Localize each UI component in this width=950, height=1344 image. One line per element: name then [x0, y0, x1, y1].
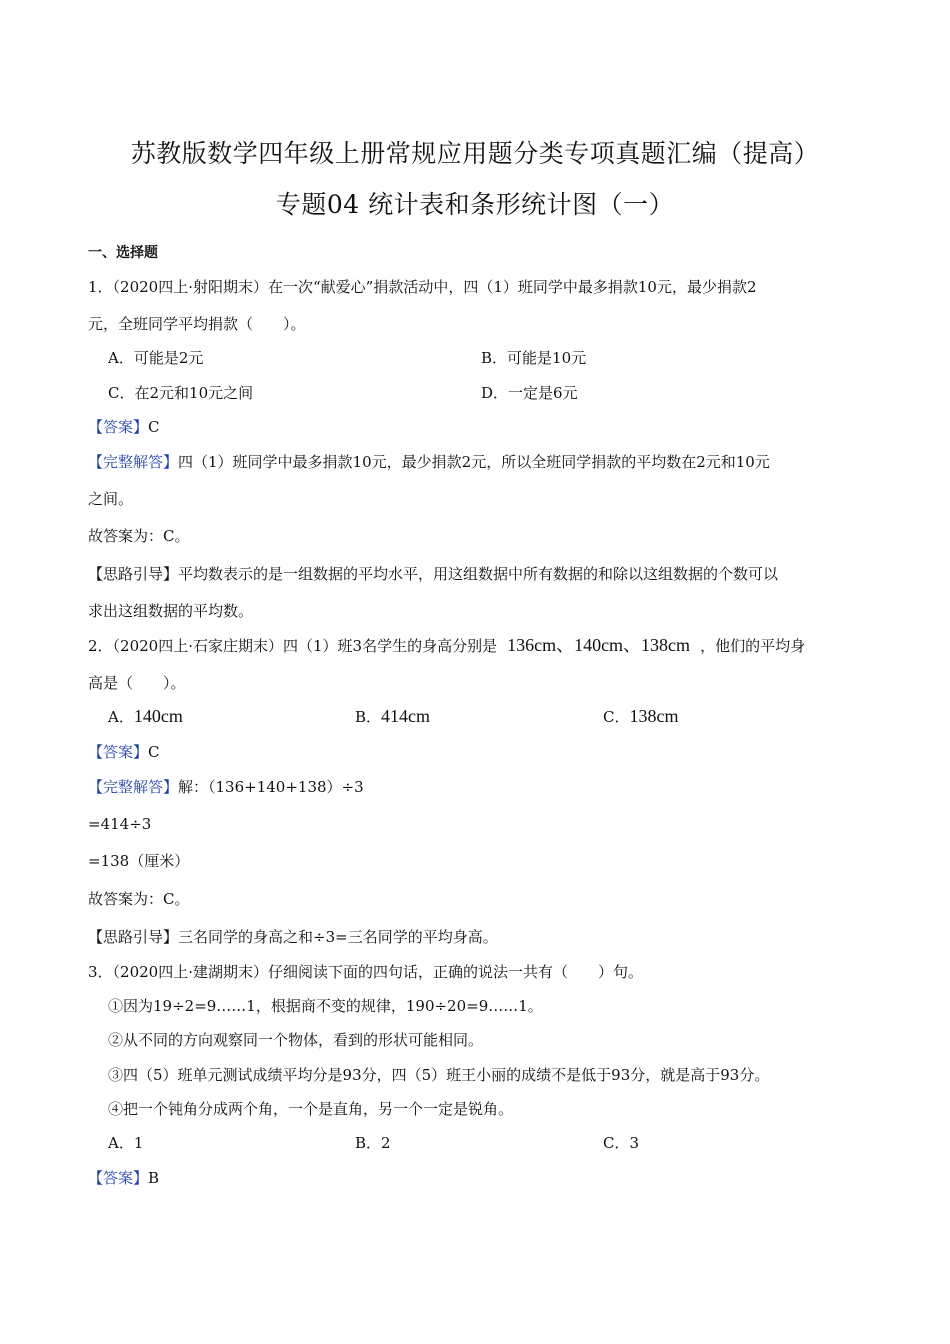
q2-solution-line2: =414÷3	[88, 815, 152, 833]
q1-stem-line1: 1．（2020四上·射阳期末）在一次“献爱心”捐款活动中，四（1）班同学中最多捐款10元，最少捐款2	[88, 278, 757, 296]
q3-answer-value: B	[148, 1169, 160, 1187]
q2-option-c-value: 138cm	[629, 706, 679, 726]
q3-statement-4: ④把一个钝角分成两个角，一个是直角，另一个一定是锐角。	[108, 1100, 514, 1118]
document-title: 苏教版数学四年级上册常规应用题分类专项真题汇编（提高）	[130, 139, 820, 168]
q2-hint	[88, 927, 498, 947]
q2-solution-line3: =138（厘米）	[88, 852, 190, 870]
q3-statement-2: ②从不同的方向观察同一个物体，看到的形状可能相同。	[108, 1031, 484, 1049]
q1-option-c: C．在2元和10元之间	[108, 384, 254, 402]
q1-solution-line1	[88, 452, 770, 472]
q2-heights: 136cm、140cm、138cm	[507, 635, 691, 655]
q2-stem-text: 2．（2020四上·石家庄期末）四（1）班3名学生的身高分别是	[88, 637, 498, 655]
q2-option-a-value: 140cm	[133, 706, 183, 726]
q2-solution-line1	[88, 777, 364, 797]
answer-tag: 【答案】	[88, 1169, 149, 1187]
q2-option-c	[603, 706, 678, 727]
q2-answer-value: C	[148, 743, 160, 761]
answer-tag: 【答案】	[88, 418, 149, 436]
q2-conclusion: 故答案为：C。	[88, 890, 190, 908]
document-subtitle: 专题04 统计表和条形统计图（一）	[275, 190, 675, 219]
q3-answer	[88, 1168, 159, 1188]
q3-statement-3: ③四（5）班单元测试成绩平均分是93分，四（5）班王小丽的成绩不是低于93分，就是高于93分。	[108, 1066, 770, 1084]
q2-option-b-label: B．	[355, 708, 382, 726]
q2-option-b-value: 414cm	[381, 706, 431, 726]
q2-hint-text: 三名同学的身高之和÷3=三名同学的平均身高。	[178, 928, 498, 946]
q3-option-b: B．2	[355, 1134, 391, 1152]
q1-solution-text: 四（1）班同学中最多捐款10元，最少捐款2元，所以全班同学捐款的平均数在2元和10元	[178, 453, 770, 471]
q1-conclusion: 故答案为：C。	[88, 527, 190, 545]
q1-option-b: B．可能是10元	[481, 349, 587, 367]
q2-solution-text: 解：（136+140+138）÷3	[178, 778, 364, 796]
q2-option-b	[355, 706, 430, 727]
q2-option-a	[108, 706, 183, 727]
q3-statement-1: ①因为19÷2=9……1，根据商不变的规律，190÷20=9……1。	[108, 997, 543, 1015]
q1-option-a: A．可能是2元	[108, 349, 204, 367]
q2-stem-line1	[88, 635, 805, 656]
q2-stem-line2: 高是（ ）。	[88, 674, 186, 692]
q1-solution-line2: 之间。	[88, 490, 134, 508]
q2-stem-end: ，他们的平均身	[700, 637, 806, 655]
solution-tag: 【完整解答】	[88, 778, 179, 796]
q1-answer-value: C	[148, 418, 160, 436]
q1-option-d: D．一定是6元	[481, 384, 578, 402]
solution-tag: 【完整解答】	[88, 453, 179, 471]
q3-option-a: A．1	[108, 1134, 144, 1152]
q2-option-c-label: C．	[603, 708, 630, 726]
section-heading: 一、选择题	[88, 245, 158, 261]
q1-hint-line2: 求出这组数据的平均数。	[88, 602, 254, 620]
q1-answer	[88, 417, 160, 437]
q2-answer	[88, 742, 160, 762]
q2-option-a-label: A．	[108, 708, 134, 726]
hint-tag: 【思路引导】	[88, 565, 179, 583]
q1-stem-line2: 元，全班同学平均捐款（ ）。	[88, 315, 306, 333]
q1-hint-text: 平均数表示的是一组数据的平均水平，用这组数据中所有数据的和除以这组数据的个数可以	[178, 565, 779, 583]
q3-stem: 3．（2020四上·建湖期末）仔细阅读下面的四句话，正确的说法一共有（ ）句。	[88, 963, 643, 981]
answer-tag: 【答案】	[88, 743, 149, 761]
hint-tag: 【思路引导】	[88, 928, 179, 946]
q1-hint-line1	[88, 564, 778, 584]
q3-option-c: C．3	[603, 1134, 640, 1152]
